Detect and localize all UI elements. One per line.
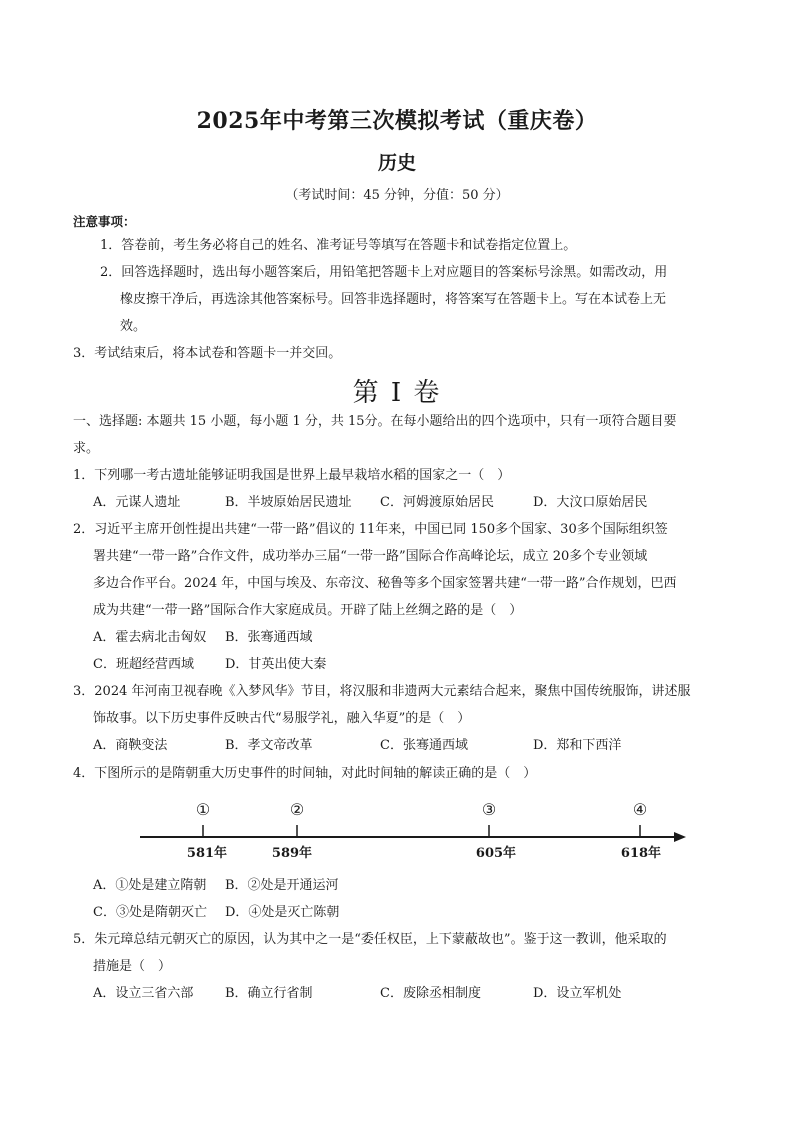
part-intro-line-1: 一、选择题: 本题共 15 小题，每小题 1 分，共 15分。在每小题给出的四个选项中，只有一项符合题目要 <box>73 414 677 429</box>
question-4-option-a: A．①处是建立隋朝 <box>93 878 207 893</box>
question-2-stem-line-1: 2．习近平主席开创性提出共建“一带一路”倡议的 11年来，中国已同 150多个国家、30多个国际组织签 <box>73 522 668 537</box>
note-item-3: 3．考试结束后，将本试卷和答题卡一并交回。 <box>73 346 342 361</box>
question-5-stem-line-1: 5．朱元璋总结元朝灭亡的原因，认为其中之一是“委任权臣，上下蒙蔽故也”。鉴于这一教训，他采取的 <box>73 932 667 947</box>
note-item-1: 1．答卷前，考生务必将自己的姓名、准考证号等填写在答题卡和试卷指定位置上。 <box>100 238 577 253</box>
question-2-stem-line-3: 多边合作平台。2024 年，中国与埃及、东帝汶、秘鲁等多个国家签署共建“一带一路”合作规划，巴西 <box>93 576 677 591</box>
timeline-marker-1: ① <box>195 800 211 819</box>
exam-title: 2025年中考第三次模拟考试（重庆卷） <box>196 108 598 134</box>
note-item-2-line-1: 2．回答选择题时，选出每小题答案后，用铅笔把答题卡上对应题目的答案标号涂黑。如需改动，用 <box>100 265 668 280</box>
question-1-option-c: C．河姆渡原始居民 <box>380 495 494 510</box>
question-5-option-a: A．设立三省六部 <box>93 986 194 1001</box>
question-4-option-c: C．③处是隋朝灭亡 <box>93 905 207 920</box>
question-4-option-d: D．④处是灭亡陈朝 <box>225 905 340 920</box>
timeline-arrow-icon <box>674 832 686 842</box>
question-5-option-d: D．设立军机处 <box>533 986 622 1001</box>
question-2-stem-line-4: 成为共建“一带一路”国际合作大家庭成员。开辟了陆上丝绸之路的是（ ） <box>93 603 523 618</box>
question-3-stem-line-2: 饰故事。以下历史事件反映古代“易服学礼，融入华夏”的是（ ） <box>93 711 471 726</box>
question-1-option-a: A．元谋人遗址 <box>93 495 181 510</box>
section-title: 第 I 卷 <box>352 378 442 408</box>
question-2-option-a: A．霍去病北击匈奴 <box>93 630 207 645</box>
timeline-year-1: 581年 <box>186 846 228 861</box>
note-item-2-line-3: 效。 <box>120 319 147 334</box>
part-intro-line-2: 求。 <box>73 441 100 456</box>
timeline-year-4: 618年 <box>620 846 662 861</box>
timeline-year-3: 605年 <box>475 846 517 861</box>
question-1-stem: 1．下列哪一考古遗址能够证明我国是世界上最早栽培水稻的国家之一（ ） <box>73 468 511 483</box>
timeline-year-2: 589年 <box>271 846 313 861</box>
question-2-option-d: D．甘英出使大秦 <box>225 657 327 672</box>
question-5-option-c: C．废除丞相制度 <box>380 986 481 1001</box>
timeline-marker-3: ③ <box>481 800 497 819</box>
question-3-option-a: A．商鞅变法 <box>93 738 168 753</box>
subject-title: 历史 <box>377 152 416 174</box>
note-item-2-line-2: 橡皮擦干净后，再选涂其他答案标号。回答非选择题时，将答案写在答题卡上。写在本试卷上无 <box>120 292 667 307</box>
question-2-stem-line-2: 署共建“一带一路”合作文件，成功举办三届“一带一路”国际合作高峰论坛，成立 20多个专业领域 <box>93 549 648 564</box>
question-5-option-b: B．确立行省制 <box>225 986 313 1001</box>
question-3-option-c: C．张骞通西域 <box>380 738 468 753</box>
question-1-option-d: D．大汶口原始居民 <box>533 495 648 510</box>
exam-info: （考试时间：45 分钟，分值：50 分） <box>285 188 509 203</box>
question-2-option-b: B．张骞通西域 <box>225 630 313 645</box>
question-5-stem-line-2: 措施是（ ） <box>93 959 172 974</box>
timeline-marker-4: ④ <box>632 800 648 819</box>
question-4-stem: 4．下图所示的是隋朝重大历史事件的时间轴，对此时间轴的解读正确的是（ ） <box>73 766 537 781</box>
question-2-option-c: C．班超经营西域 <box>93 657 194 672</box>
timeline-marker-2: ② <box>289 800 305 819</box>
question-1-option-b: B．半坡原始居民遗址 <box>225 495 352 510</box>
question-3-option-d: D．郑和下西洋 <box>533 738 622 753</box>
sui-timeline-figure <box>130 795 700 867</box>
notes-heading: 注意事项： <box>73 214 136 229</box>
question-3-stem-line-1: 3．2024 年河南卫视春晚《入梦风华》节目，将汉服和非遗两大元素结合起来，聚焦中国传统服饰，讲述服 <box>73 684 691 699</box>
question-4-option-b: B．②处是开通运河 <box>225 878 339 893</box>
question-3-option-b: B．孝文帝改革 <box>225 738 313 753</box>
